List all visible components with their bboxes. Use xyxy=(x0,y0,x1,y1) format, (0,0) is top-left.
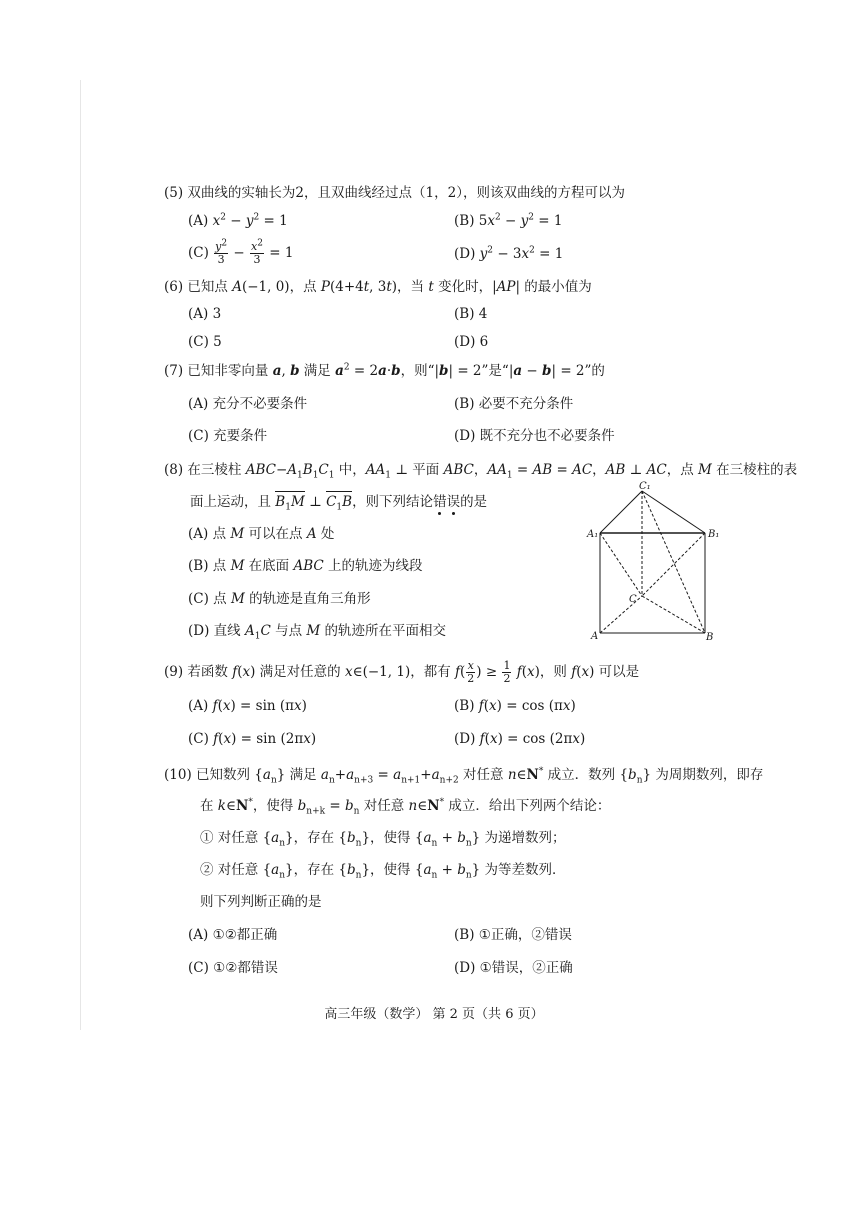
segment-b1-c xyxy=(642,533,705,596)
edge-c1-b1 xyxy=(642,491,705,533)
q5-option-d: (D) $y^2 - 3x^2 = 1$ xyxy=(454,245,564,262)
question-10-stem-line1: (10) 已知数列 $\{a_n\}$ 满足 $a_n+a_{n+3} = a_{n+1}+a_{n+2}$ 对任意 n∈N* 成立．数列 $\{b_n\}$ 为周期数列，即存 xyxy=(164,766,764,786)
question-number: (5) xyxy=(164,185,184,201)
edge-c1-a1 xyxy=(600,491,642,533)
q10-option-a: (A) ①②都正确 xyxy=(188,927,278,943)
q7-option-a: (A) 充分不必要条件 xyxy=(188,396,308,412)
question-5-stem: (5) 双曲线的实轴长为2，且双曲线经过点（1，2），则该双曲线的方程可以为 xyxy=(164,185,625,201)
question-10-stem-line2: 在 k∈N*，使得 $b_{n+k} = b_n$ 对任意 n∈N* 成立．给出下列两个结论： xyxy=(200,797,611,817)
q8-option-b: (B) 点 M 在底面 ABC 上的轨迹为线段 xyxy=(188,558,423,574)
label-b: B xyxy=(706,632,714,643)
q10-option-b: (B) ①正确，②错误 xyxy=(454,927,572,943)
question-6-stem: (6) 已知点 A(−1, 0)，点 P(4+4t, 3t)，当 t 变化时，|AP| 的最小值为 xyxy=(164,279,592,295)
q9-option-c: (C) f(x) = sin (2πx) xyxy=(188,731,317,747)
edge-b-c xyxy=(642,596,705,633)
q9-option-d: (D) f(x) = cos (2πx) xyxy=(454,731,586,747)
page-margin-line xyxy=(80,80,81,1030)
q5-option-b: (B) $5x^2 - y^2 = 1$ xyxy=(454,212,563,229)
q8-option-c: (C) 点 M 的轨迹是直角三角形 xyxy=(188,591,371,607)
question-10-ask: 则下列判断正确的是 xyxy=(200,894,322,910)
q7-option-d: (D) 既不充分也不必要条件 xyxy=(454,428,615,444)
q6-option-b: (B) 4 xyxy=(454,306,488,322)
q8-option-a: (A) 点 M 可以在点 A 处 xyxy=(188,526,335,542)
question-7-stem: (7) 已知非零向量 a, b 满足 $a^2 = 2a\cdot b$，则“|b| = 2”是“|a − b| = 2”的 xyxy=(164,362,605,379)
label-c1: C₁ xyxy=(639,481,651,492)
q5-option-c: (C) $\frac{y^2}{3}$ − $\frac{x^2}{3}$ = 1 xyxy=(188,238,294,266)
q6-option-a: (A) 3 xyxy=(188,306,222,322)
q8-option-d: (D) 直线 $A_1C$ 与点 M 的轨迹所在平面相交 xyxy=(188,623,446,642)
q9-option-a: (A) f(x) = sin (πx) xyxy=(188,698,307,714)
q7-option-c: (C) 充要条件 xyxy=(188,428,268,444)
q6-option-d: (D) 6 xyxy=(454,334,489,350)
question-10-item-1: ① 对任意 $\{a_n\}$，存在 $\{b_n\}$，使得 $\{a_n + b_n\}$ 为递增数列； xyxy=(200,830,566,849)
label-b1: B₁ xyxy=(708,529,720,540)
prism-figure xyxy=(585,478,725,643)
label-c: C xyxy=(629,594,637,605)
question-8-stem-line2: 面上运动，且 $B_1M$ ⊥ $C_1B$，则下列结论错误的是 xyxy=(190,494,488,513)
label-a: A xyxy=(591,631,599,642)
q10-option-c: (C) ①②都错误 xyxy=(188,960,278,976)
label-a1: A₁ xyxy=(587,529,599,540)
q9-option-b: (B) f(x) = cos (πx) xyxy=(454,698,576,714)
question-9-stem: (9) 若函数 f(x) 满足对任意的 x∈(−1, 1)，都有 f( $\frac{x}{2}$ ) ≥ $\frac{1}{2}$ f(x)，则 f(x) 可以是 xyxy=(164,659,640,685)
q6-option-c: (C) 5 xyxy=(188,334,222,350)
q10-option-d: (D) ①错误，②正确 xyxy=(454,960,573,976)
segment-a1-c xyxy=(600,533,642,596)
page-footer: 高三年级（数学） 第 2 页（共 6 页） xyxy=(324,1007,544,1022)
question-8-stem-line1: (8) 在三棱柱 $ABC-A_1B_1C_1$ 中，$AA_1$ ⊥ 平面 ABC，$AA_1$ = AB = AC，AB ⊥ AC，点 M 在三棱柱的表 xyxy=(164,462,798,481)
q7-option-b: (B) 必要不充分条件 xyxy=(454,396,574,412)
q5-option-a: (A) $x^2 - y^2 = 1$ xyxy=(188,212,288,229)
question-10-item-2: ② 对任意 $\{a_n\}$，存在 $\{b_n\}$，使得 $\{a_n + b_n\}$ 为等差数列． xyxy=(200,862,566,881)
